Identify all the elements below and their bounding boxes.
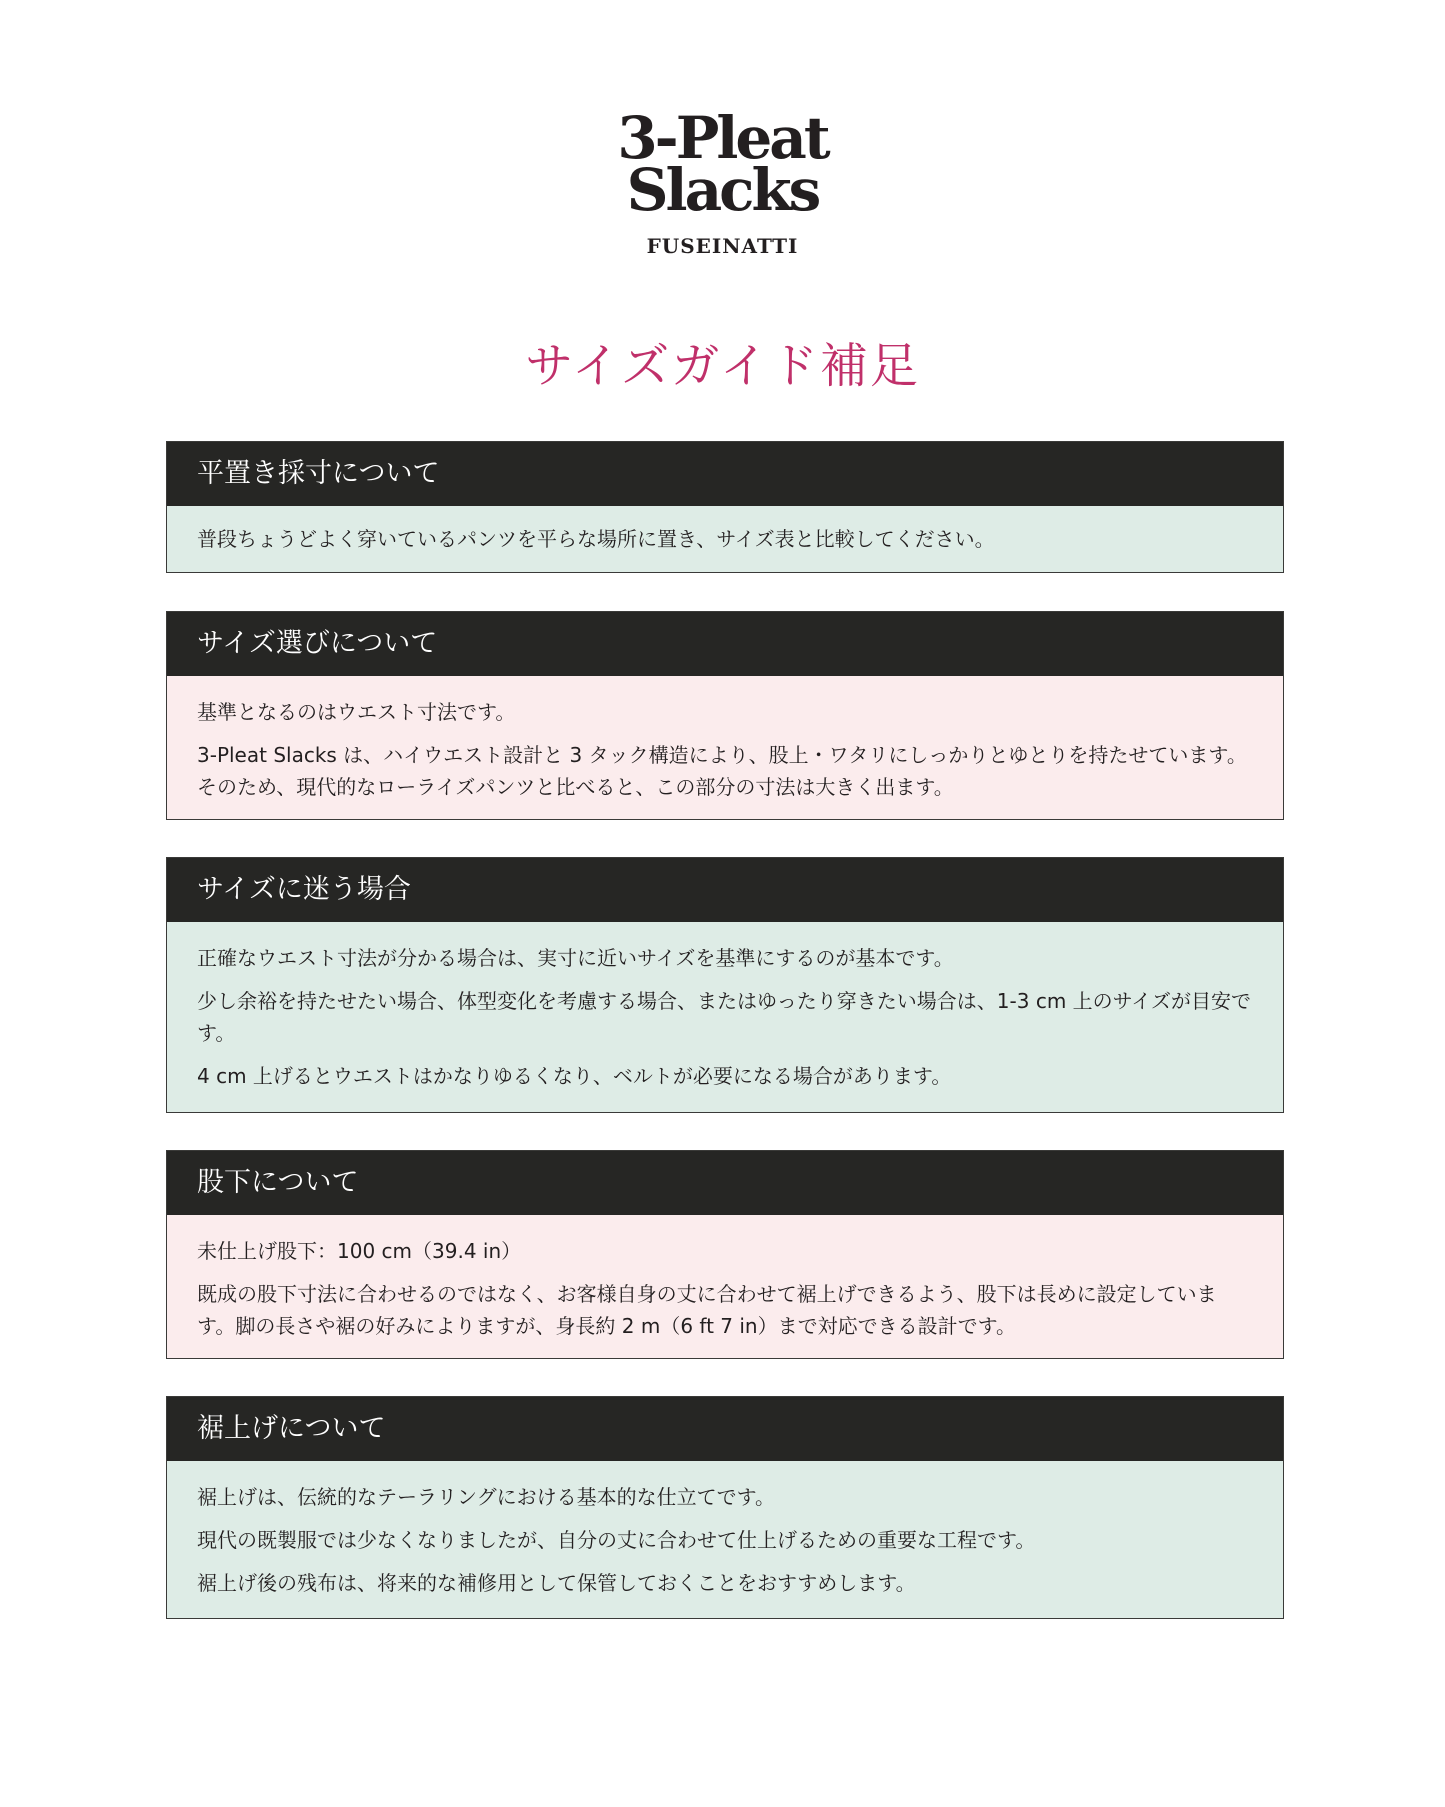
page-title: サイズガイド補足 <box>525 338 920 394</box>
section-paragraph: 未仕上げ股下：100 cm（39.4 in） <box>197 1239 522 1263</box>
section-paragraph: 裾上げは、伝統的なテーラリングにおける基本的な仕立てです。 <box>197 1485 775 1509</box>
section-hemming <box>166 1396 1284 1619</box>
section-body <box>167 1215 1283 1358</box>
section-size-selection <box>166 611 1284 820</box>
section-paragraph: 正確なウエスト寸法が分かる場合は、実寸に近いサイズを基準にするのが基本です。 <box>197 946 954 970</box>
section-paragraph: 少し余裕を持たせたい場合、体型変化を考慮する場合、またはゆったり穿きたい場合は、1-3 cm 上のサイズが目安です。 <box>197 989 1252 1045</box>
section-if-unsure <box>166 857 1284 1113</box>
logo-line-1: 3-Pleat <box>617 104 828 172</box>
section-paragraph: 既成の股下寸法に合わせるのではなく、お客様自身の丈に合わせて裾上げできるよう、股下は長めに設定しています。脚の長さや裾の好みによりますが、身長約 2 m（6 ft 7 in）まで対応できる設計です。 <box>197 1282 1217 1338</box>
section-paragraph: 現代の既製服では少なくなりましたが、自分の丈に合わせて仕上げるための重要な工程です。 <box>197 1528 1036 1552</box>
section-paragraph: 4 cm 上げるとウエストはかなりゆるくなり、ベルトが必要になる場合があります。 <box>197 1064 952 1088</box>
section-header: 平置き採寸について <box>167 442 1283 506</box>
section-paragraph: 普段ちょうどよく穿いているパンツを平らな場所に置き、サイズ表と比較してください。 <box>197 527 995 551</box>
section-header: サイズに迷う場合 <box>167 858 1283 922</box>
section-body <box>167 506 1283 572</box>
section-header: サイズ選びについて <box>167 612 1283 676</box>
section-paragraph: 裾上げ後の残布は、将来的な補修用として保管しておくことをおすすめします。 <box>197 1571 916 1595</box>
section-body <box>167 1461 1283 1618</box>
section-inseam <box>166 1150 1284 1359</box>
section-flat-measurement <box>166 441 1284 573</box>
section-body <box>167 922 1283 1112</box>
brand-logo <box>0 104 1445 258</box>
logo-brand-name: FUSEINATTI <box>646 234 799 258</box>
logo-line-2: Slacks <box>626 156 819 224</box>
section-header: 裾上げについて <box>167 1397 1283 1461</box>
section-paragraph: 3-Pleat Slacks は、ハイウエスト設計と 3 タック構造により、股上・ワタリにしっかりとゆとりを持たせています。そのため、現代的なローライズパンツと比べると、この部分の寸法は大きく出ます。 <box>197 743 1247 799</box>
section-body <box>167 676 1283 819</box>
section-header: 股下について <box>167 1151 1283 1215</box>
section-paragraph: 基準となるのはウエスト寸法です。 <box>197 700 516 724</box>
